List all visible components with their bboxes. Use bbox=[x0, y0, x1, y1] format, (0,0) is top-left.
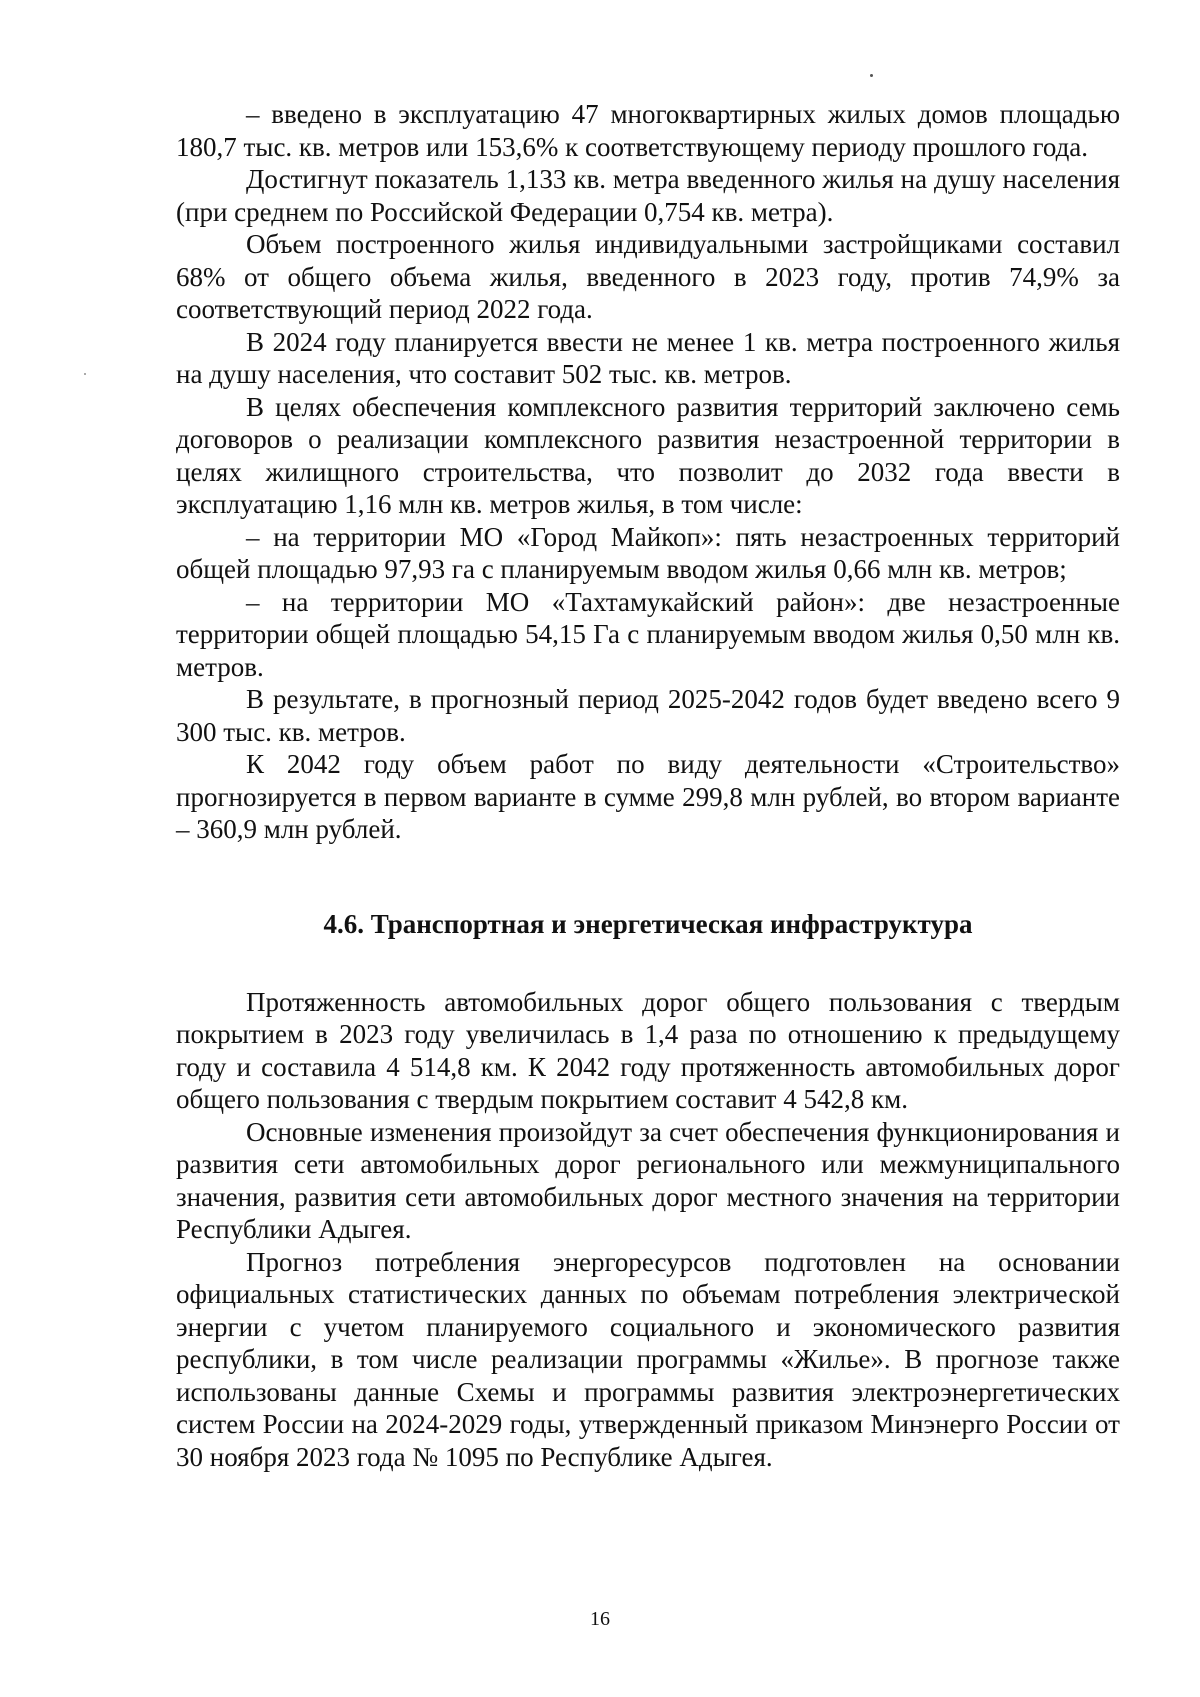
section-heading: 4.6. Транспортная и энергетическая инфраструктура bbox=[323, 908, 973, 939]
paragraph-housing-commissioned: – введено в эксплуатацию 47 многоквартирных жилых домов площадью 180,7 тыс. кв. метров или 153,6% к соответствующему периоду прошлого года. bbox=[176, 99, 1120, 162]
page-number: 16 bbox=[590, 1608, 610, 1630]
document-body bbox=[176, 98, 1120, 1473]
paragraph-per-capita-indicator: Достигнут показатель 1,133 кв. метра введенного жилья на душу населения (при среднем по Российской Федерации 0,754 кв. метра). bbox=[176, 164, 1120, 227]
paragraph-takhtamukay: – на территории МО «Тахтамукайский район»: две незастроенные территории общей площадью 54,15 Га с планируемым вводом жилья 0,50 млн кв. метров. bbox=[176, 586, 1120, 682]
paragraph-energy-forecast: Прогноз потребления энергоресурсов подготовлен на основании официальных статистических данных по объемам потребления электрической энергии с учетом планируемого социального и экономического развития республики, в том числе реализации программы «Жилье». В прогнозе также использованы данные Схемы и программы развития электроэнергетических систем России на 2024-2029 годы, утвержденный приказом Минэнерго России от 30 ноября 2023 года № 1095 по Республике Адыгея. bbox=[176, 1246, 1120, 1472]
paragraph-main-changes: Основные изменения произойдут за счет обеспечения функционирования и развития сети автомобильных дорог регионального или межмуниципального значения, развития сети автомобильных дорог местного значения на территории Республики Адыгея. bbox=[176, 1116, 1120, 1244]
paragraph-territory-development: В целях обеспечения комплексного развития территорий заключено семь договоров о реализации комплексного развития незастроенной территории в целях жилищного строительства, что позволит до 2032 года ввести в эксплуатацию 1,16 млн кв. метров жилья, в том числе: bbox=[176, 391, 1120, 519]
scan-margin-dot bbox=[84, 373, 86, 375]
paragraph-plan-2024: В 2024 году планируется ввести не менее 1 кв. метра построенного жилья на душу населения, что составит 502 тыс. кв. метров. bbox=[176, 326, 1120, 389]
paragraph-forecast-period: В результате, в прогнозный период 2025-2042 годов будет введено всего 9 300 тыс. кв. метров. bbox=[176, 684, 1120, 747]
paragraph-road-length: Протяженность автомобильных дорог общего пользования с твердым покрытием в 2023 году увеличилась в 1,4 раза по отношению к предыдущему году и составила 4 514,8 км. К 2042 году протяженность автомобильных дорог общего пользования с твердым покрытием составит 4 542,8 км. bbox=[176, 986, 1120, 1114]
paragraph-construction-volume: К 2042 году объем работ по виду деятельности «Строительство» прогнозируется в первом варианте в сумме 299,8 млн рублей, во втором варианте – 360,9 млн рублей. bbox=[176, 749, 1120, 844]
paragraph-maykop: – на территории МО «Город Майкоп»: пять незастроенных территорий общей площадью 97,93 га с планируемым вводом жилья 0,66 млн кв. метров; bbox=[176, 521, 1120, 584]
paragraph-individual-builders: Объем построенного жилья индивидуальными застройщиками составил 68% от общего объема жилья, введенного в 2023 году, против 74,9% за соответствующий период 2022 года. bbox=[176, 229, 1120, 324]
scan-speck bbox=[870, 74, 873, 77]
